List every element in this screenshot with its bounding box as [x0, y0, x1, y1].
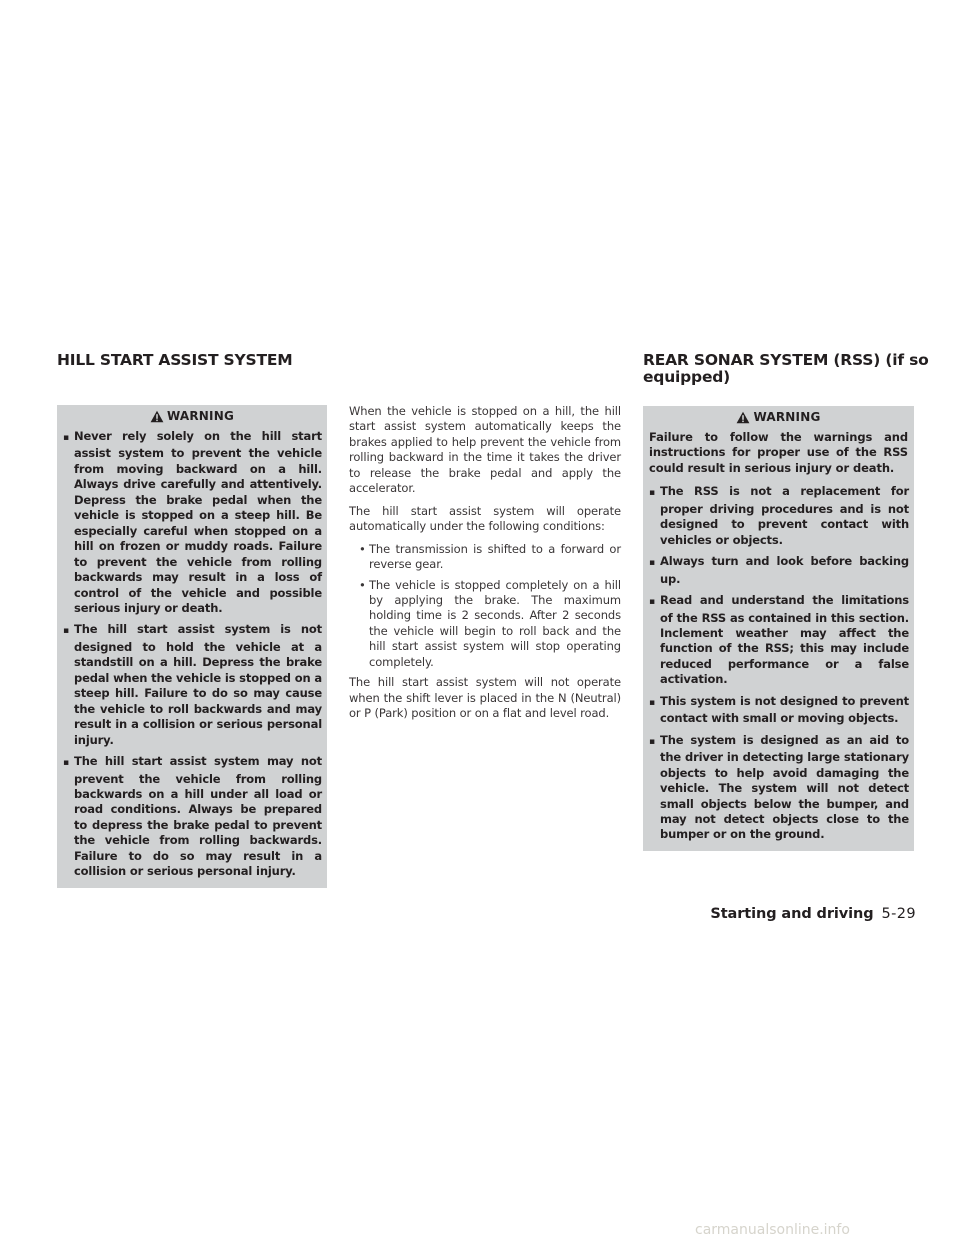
warning-item: ▪ The system is designed as an aid to the driver in detecting large stationary objects to help avoid damaging the vehicle. The system will not detect small objects below the bumper, and may not detect objects close to the bumper or on the ground. [643, 733, 914, 843]
middle-column [349, 404, 621, 729]
section-heading-hill-start: HILL START ASSIST SYSTEM [57, 351, 293, 369]
page-number: 5-29 [881, 906, 916, 922]
warning-item: ▪ Never rely solely on the hill start assist system to prevent the vehicle from moving backward on a hill. Always drive carefully and attentively. Depress the brake pedal when the vehicle is stopped on a steep hill. Be especially careful when stopped on a hill on frozen or muddy roads. Failure to prevent the vehicle from rolling backwards may result in a loss of control of the vehicle and possible serious injury or death. [57, 429, 327, 616]
footer-section-title: Starting and driving [710, 906, 874, 922]
warning-box-hill-start [57, 405, 327, 888]
watermark: carmanualsonline.info [695, 1222, 850, 1238]
section-heading-rear-sonar: REAR SONAR SYSTEM (RSS) (if so equipped) [643, 351, 929, 386]
warning-triangle-icon [150, 410, 164, 423]
warning-intro: Failure to follow the warnings and instructions for proper use of the RSS could result in serious injury or death. [649, 430, 908, 475]
condition-list-item: • The vehicle is stopped completely on a hill by applying the brake. The maximum holding time is 2 seconds. After 2 seconds the vehicle will begin to roll back and the hill start assist system will stop operating completely. [349, 578, 621, 671]
warning-item: ▪ The hill start assist system may not prevent the vehicle from rolling backwards on a hill under all load or road conditions. Always be prepared to depress the brake pedal to prevent the vehicle from rolling backwards. Failure to do so may result in a collision or serious personal injury. [57, 754, 327, 880]
body-paragraph: The hill start assist system will not operate when the shift lever is placed in the N (Neutral) or P (Park) position or on a flat and level road. [349, 675, 621, 721]
condition-list-item: • The transmission is shifted to a forward or reverse gear. [349, 542, 621, 573]
body-paragraph: The hill start assist system will operate automatically under the following conditions: [349, 503, 621, 534]
warning-title-text: WARNING [753, 410, 821, 424]
right-column [643, 351, 929, 851]
left-column [57, 352, 327, 888]
warning-triangle-icon [736, 411, 750, 424]
warning-item: ▪ Read and understand the limitations of the RSS as contained in this section. Inclement weather may affect the function of the RSS; this may include reduced performance or a false activation. [643, 593, 914, 688]
warning-item: ▪ The hill start assist system is not designed to hold the vehicle at a standstill on a hill. Depress the brake pedal when the vehicle is stopped on a steep hill. Failure to do so may cause the vehicle to roll backwards and may result in a collision or serious personal injury. [57, 622, 327, 748]
body-paragraph: When the vehicle is stopped on a hill, the hill start assist system automatically keeps the brakes applied to help prevent the vehicle from rolling backward in the time it takes the driver to release the brake pedal and apply the accelerator. [349, 404, 621, 496]
warning-title [643, 406, 914, 430]
warning-item: ▪ Always turn and look before backing up. [643, 554, 914, 587]
warning-item: ▪ The RSS is not a replacement for proper driving procedures and is not designed to prevent contact with vehicles or objects. [643, 484, 914, 548]
warning-box-rear-sonar [643, 406, 914, 851]
page-footer [706, 906, 916, 922]
warning-title-text: WARNING [166, 409, 235, 423]
warning-title [57, 405, 327, 429]
warning-item: ▪ This system is not designed to prevent contact with small or moving objects. [643, 694, 914, 727]
